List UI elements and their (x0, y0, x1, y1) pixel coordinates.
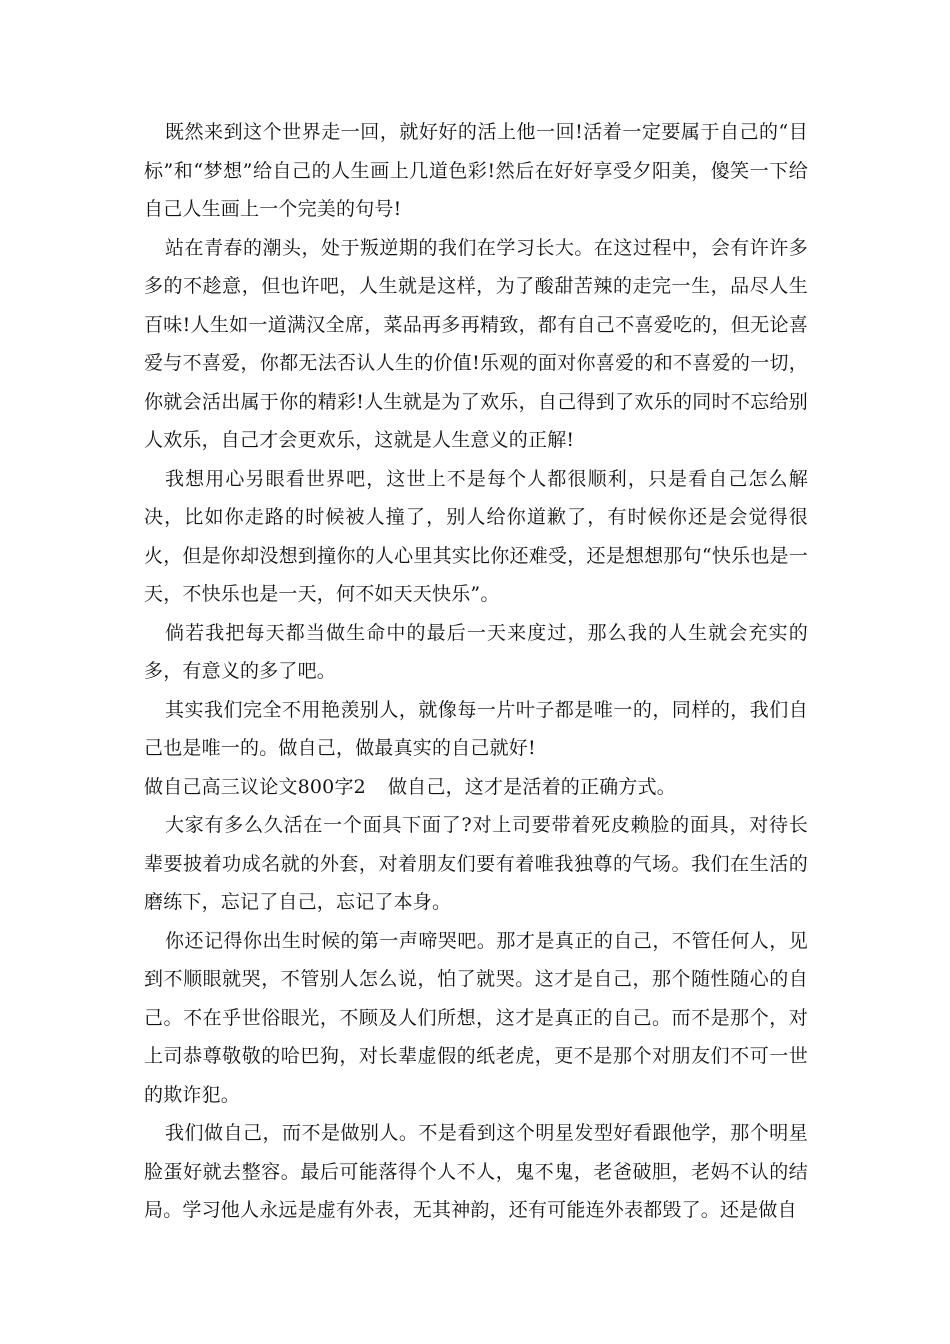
paragraph-6: 大家有多么久活在一个面具下面了?对上司要带着死皮赖脸的面具，对待长辈要披着功成名就的外套，对着朋友们要有着唯我独尊的气场。我们在生活的磨练下，忘记了自己，忘记了本身。 (144, 814, 808, 913)
paragraph-8: 我们做自己，而不是做别人。不是看到这个明星发型好看跟他学，那个明星脸蛋好就去整容。最后可能落得个人不人，鬼不鬼，老爸破胆，老妈不认的结局。学习他人永远是虚有外表，无其神韵，还有可能连外表都毁了。还是做自 (144, 1122, 808, 1221)
paragraph-5: 其实我们完全不用艳羡别人，就像每一片叶子都是唯一的，同样的，我们自己也是唯一的。做自己，做最真实的自己就好! (144, 698, 808, 759)
paragraph-4: 倘若我把每天都当做生命中的最后一天来度过，那么我的人生就会充实的多，有意义的多了吧。 (144, 621, 808, 682)
document-body (144, 113, 808, 1230)
section-heading: 做自己高三议论文800字2 (144, 775, 366, 798)
paragraph-2: 站在青春的潮头，处于叛逆期的我们在学习长大。在这过程中，会有许许多多的不趁意，但也许吧，人生就是这样，为了酸甜苦辣的走完一生，品尽人生百味!人生如一道满汉全席，菜品再多再精致，都有自己不喜爱吃的，但无论喜爱与不喜爱，你都无法否认人生的价值!乐观的面对你喜爱的和不喜爱的一切，你就会活出属于你的精彩!人生就是为了欢乐，自己得到了欢乐的同时不忘给别人欢乐，自己才会更欢乐，这就是人生意义的正解! (144, 236, 808, 451)
section-heading-text: 做自己，这才是活着的正确方式。 (387, 775, 676, 798)
paragraph-3: 我想用心另眼看世界吧，这世上不是每个人都很顺利，只是看自己怎么解决，比如你走路的时候被人撞了，别人给你道歉了，有时候你还是会觉得很火，但是你却没想到撞你的人心里其实比你还难受，还是想想那句“快乐也是一天，不快乐也是一天，何不如天天快乐”。 (144, 467, 808, 605)
paragraph-7: 你还记得你出生时候的第一声啼哭吧。那才是真正的自己，不管任何人，见到不顺眼就哭，不管别人怎么说，怕了就哭。这才是自己，那个随性随心的自己。不在乎世俗眼光，不顾及人们所想，这才是真正的自己。而不是那个，对上司恭尊敬敬的哈巴狗，对长辈虚假的纸老虎，更不是那个对朋友们不可一世的欺诈犯。 (144, 929, 808, 1106)
paragraph-1: 既然来到这个世界走一回，就好好的活上他一回!活着一定要属于自己的“目标”和“梦想”给自己的人生画上几道色彩!然后在好好享受夕阳美，傻笑一下给自己人生画上一个完美的句号! (144, 121, 808, 220)
section-heading-line (144, 768, 808, 807)
